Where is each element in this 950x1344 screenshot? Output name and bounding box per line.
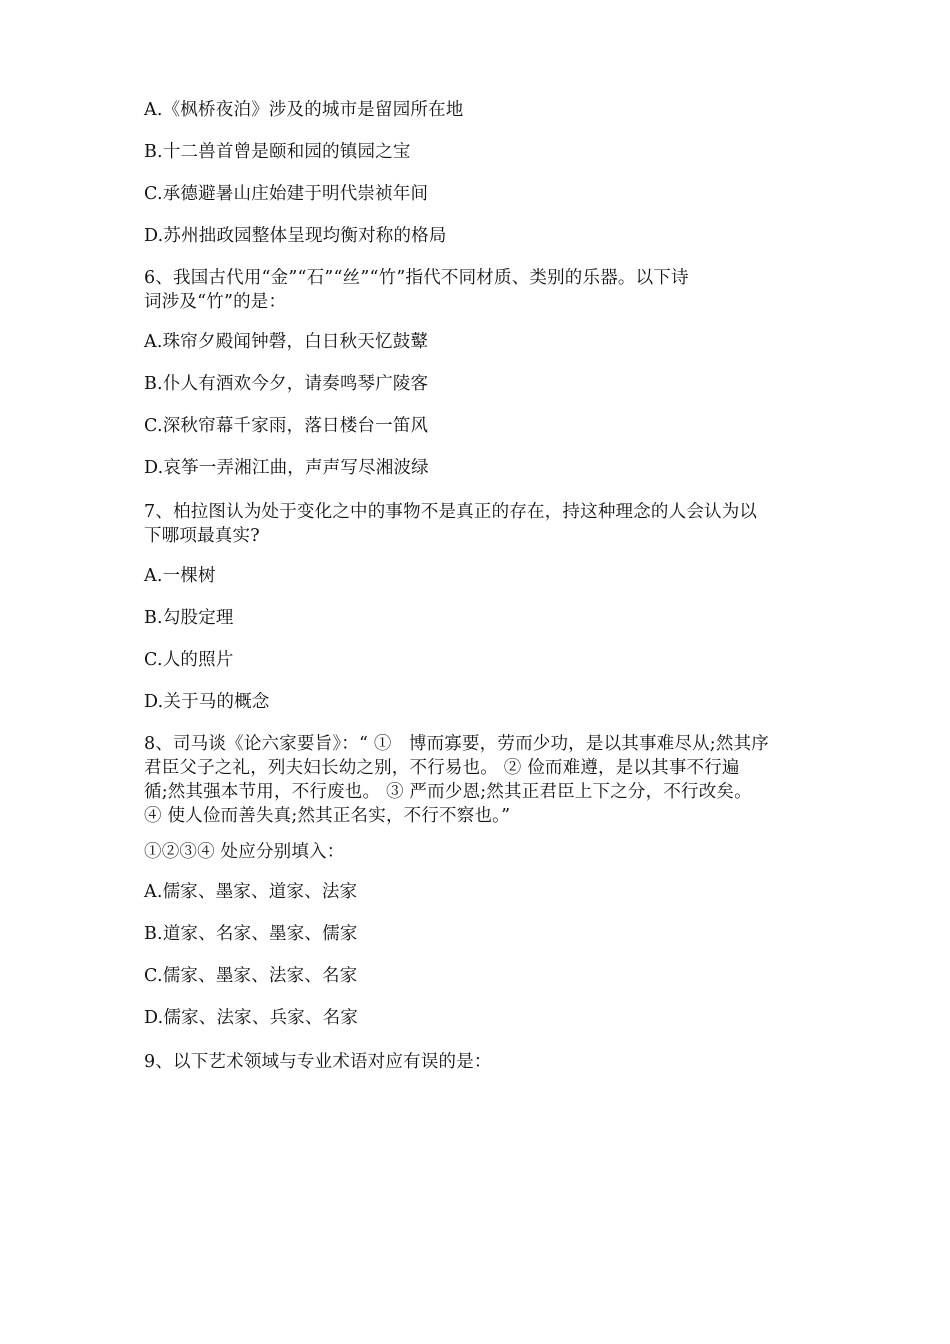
q6-option-d: D.哀筝一弄湘江曲，声声写尽湘波绿 bbox=[144, 458, 429, 478]
q8-stem-line3: 循;然其强本节用，不行废也。 ③ 严而少恩;然其正君臣上下之分，不行改矣。 bbox=[144, 782, 752, 802]
q5-option-c: C.承德避暑山庄始建于明代崇祯年间 bbox=[144, 184, 429, 204]
q6-stem-line2: 词涉及“竹”的是： bbox=[144, 292, 287, 312]
q7-stem-line2: 下哪项最真实? bbox=[144, 526, 260, 546]
q7-option-b: B.勾股定理 bbox=[144, 608, 234, 628]
q5-option-b: B.十二兽首曾是颐和园的镇园之宝 bbox=[144, 142, 411, 162]
q9-stem-line1: 9、以下艺术领域与专业术语对应有误的是： bbox=[144, 1052, 492, 1072]
q8-option-c: C.儒家、墨家、法家、名家 bbox=[144, 966, 358, 986]
q6-stem-line1: 6、我国古代用“金”“石”“丝”“竹”指代不同材质、类别的乐器。以下诗 bbox=[144, 268, 689, 288]
q7-option-a: A.一棵树 bbox=[144, 566, 216, 586]
q7-option-c: C.人的照片 bbox=[144, 650, 234, 670]
q8-option-d: D.儒家、法家、兵家、名家 bbox=[144, 1008, 359, 1028]
q8-option-b: B.道家、名家、墨家、儒家 bbox=[144, 924, 358, 944]
q8-option-a: A.儒家、墨家、道家、法家 bbox=[144, 882, 358, 902]
q8-stem-line2: 君臣父子之礼，列夫妇长幼之别，不行易也。 ② 俭而难遵，是以其事不行遍 bbox=[144, 758, 740, 778]
q8-fill-prompt: ①②③④ 处应分别填入： bbox=[144, 842, 345, 862]
q8-stem-line4: ④ 使人俭而善失真;然其正名实，不行不察也。” bbox=[144, 806, 511, 826]
q5-option-d: D.苏州拙政园整体呈现均衡对称的格局 bbox=[144, 226, 447, 246]
q7-stem-line1: 7、柏拉图认为处于变化之中的事物不是真正的存在，持这种理念的人会认为以 bbox=[144, 502, 758, 522]
q5-option-a: A.《枫桥夜泊》涉及的城市是留园所在地 bbox=[144, 100, 464, 120]
q6-option-c: C.深秋帘幕千家雨，落日楼台一笛风 bbox=[144, 416, 429, 436]
q6-option-a: A.珠帘夕殿闻钟磬，白日秋天忆鼓鼙 bbox=[144, 332, 429, 352]
q8-stem-line1: 8、司马谈《论六家要旨》：“ ① 博而寡要，劳而少功，是以其事难尽从;然其序 bbox=[144, 734, 769, 754]
q6-option-b: B.仆人有酒欢今夕，请奏鸣琴广陵客 bbox=[144, 374, 429, 394]
q7-option-d: D.关于马的概念 bbox=[144, 692, 270, 712]
